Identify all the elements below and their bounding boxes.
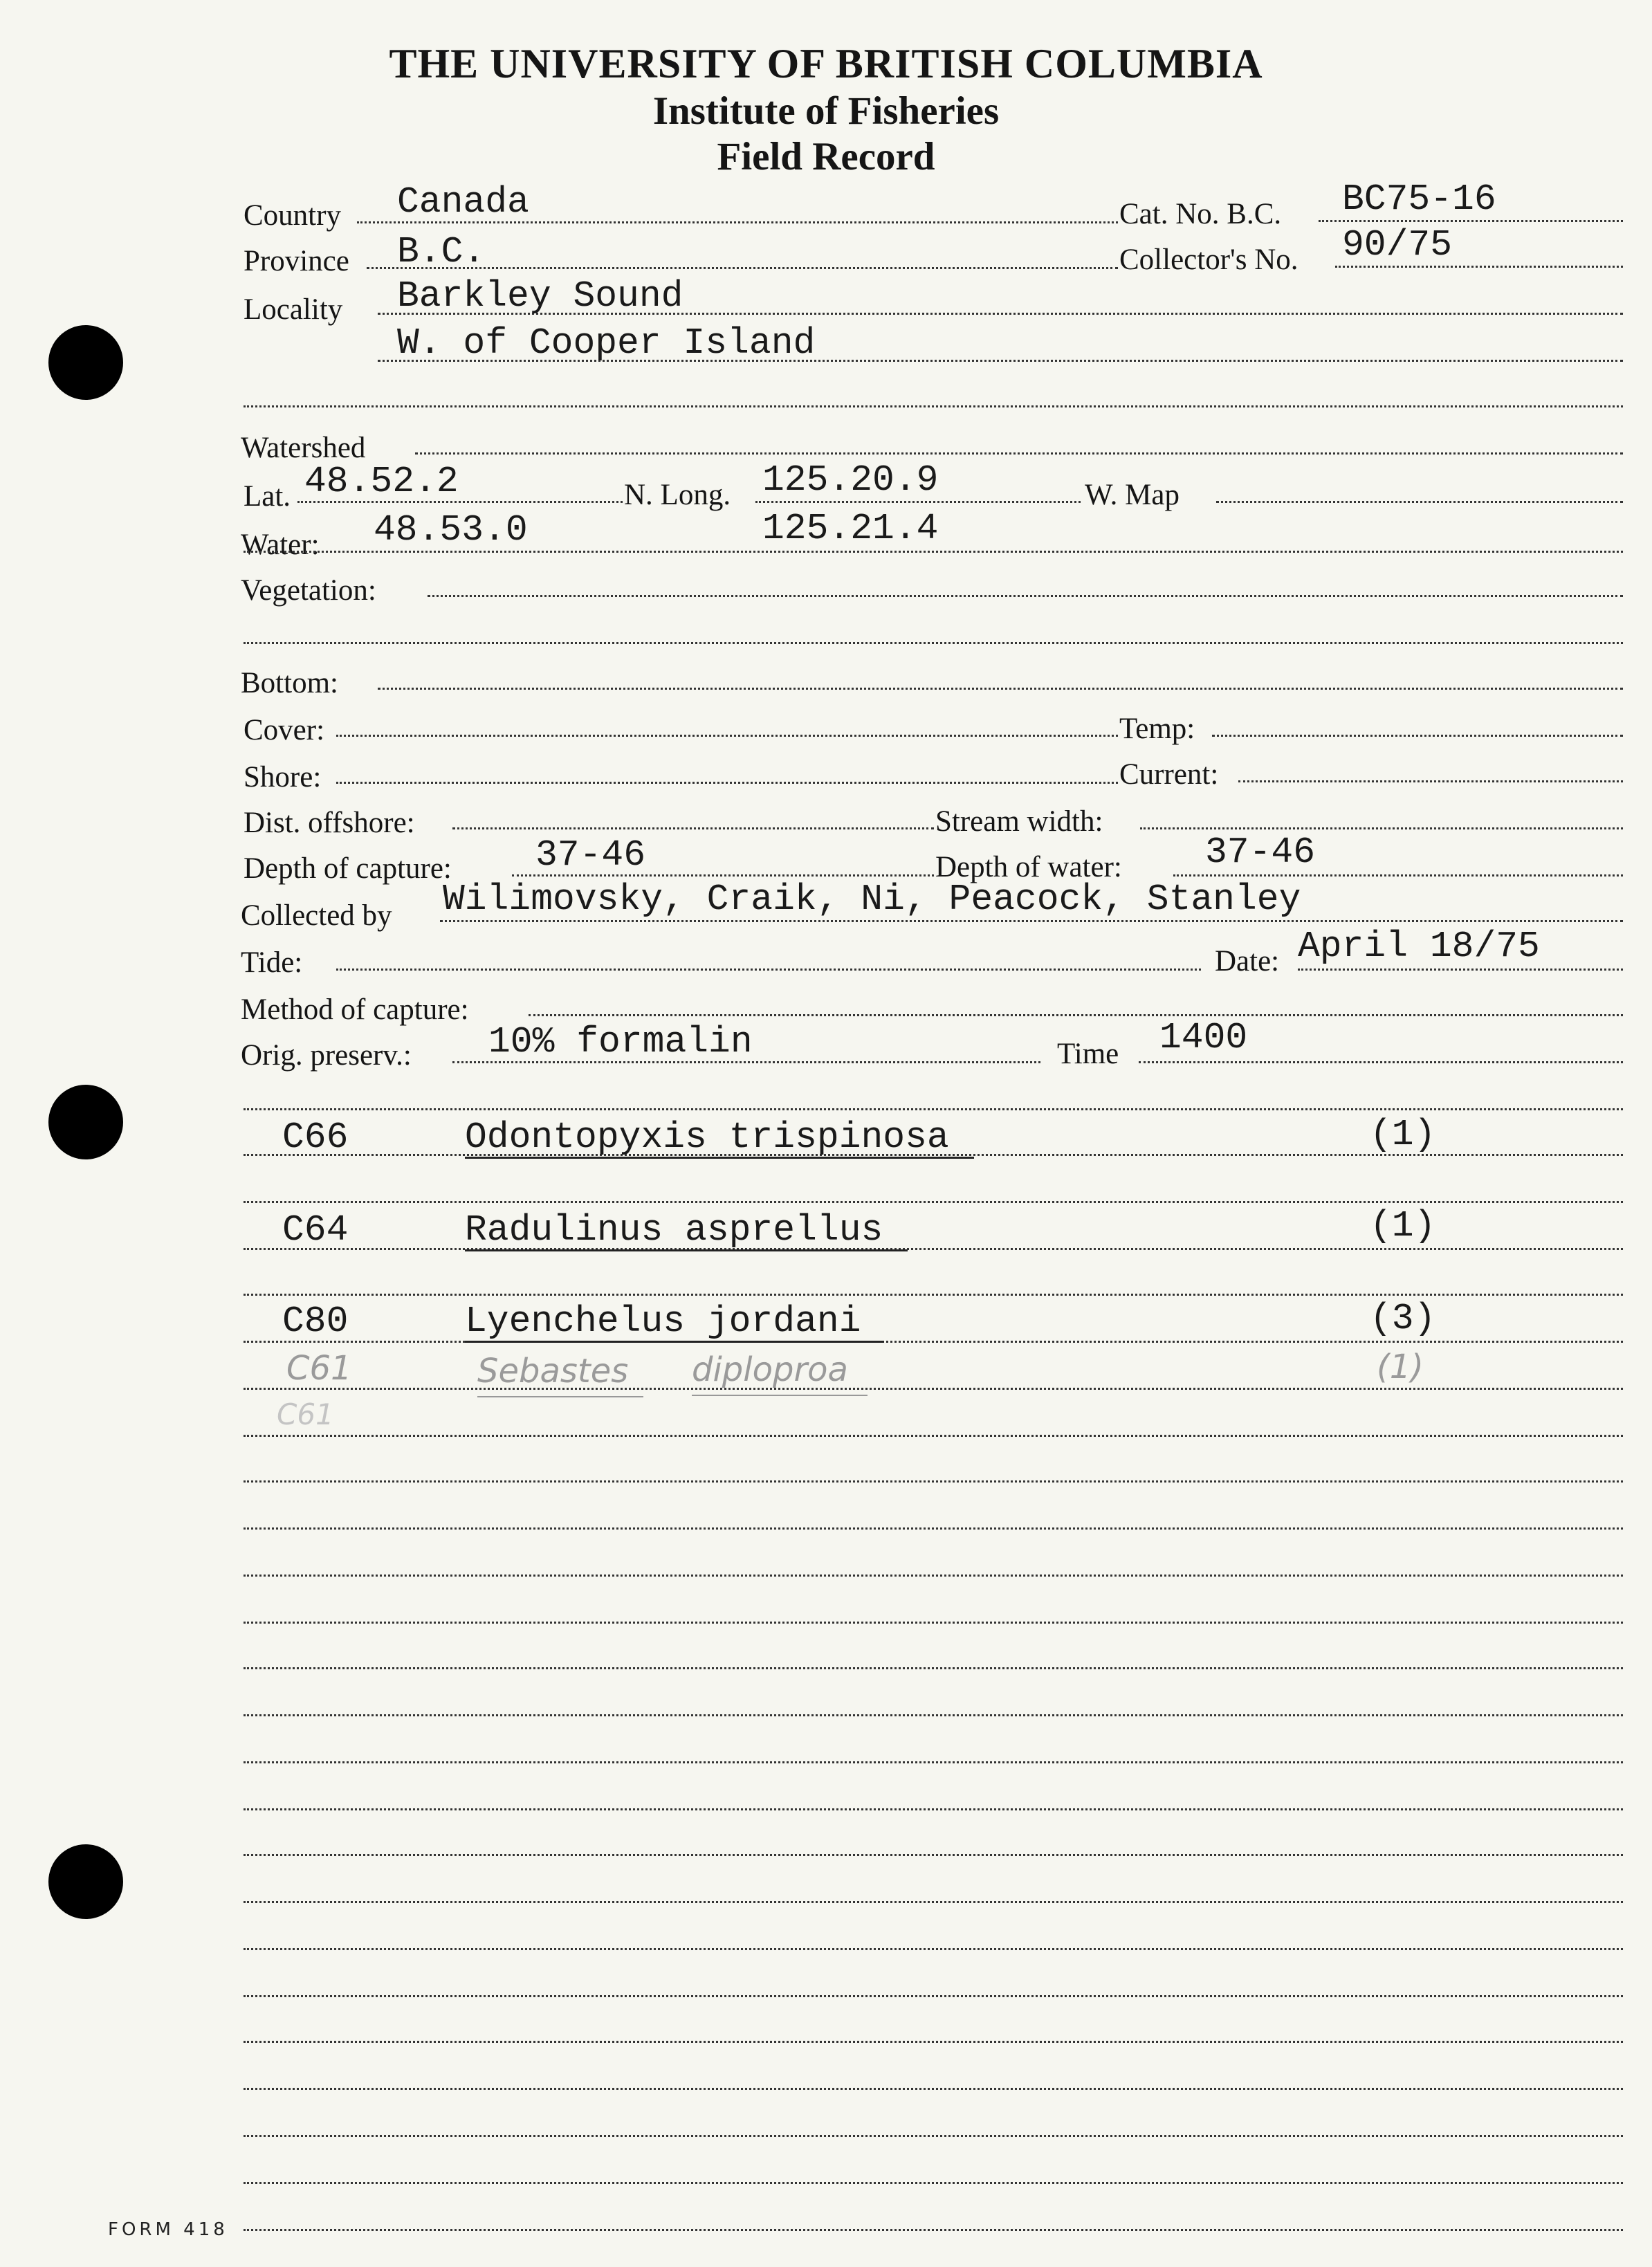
date-value: April 18/75 xyxy=(1298,926,1540,967)
tide-label: Tide: xyxy=(241,946,303,979)
water-line xyxy=(244,551,1623,553)
dist-offshore-label: Dist. offshore: xyxy=(244,807,415,839)
cat-no-line xyxy=(1319,220,1623,222)
specimen-name-underline xyxy=(465,1341,884,1343)
cat-no-label: Cat. No. B.C. xyxy=(1119,198,1282,230)
pencil-count: (1) xyxy=(1377,1348,1424,1386)
specimen-rule xyxy=(244,1948,1623,1950)
watershed-line xyxy=(415,452,1623,455)
country-value: Canada xyxy=(397,181,529,223)
specimen-name: Radulinus asprellus xyxy=(465,1209,883,1251)
form-title: Field Record xyxy=(717,135,935,178)
depth-water-value: 37-46 xyxy=(1205,832,1316,873)
specimen-name-underline xyxy=(465,1157,974,1159)
specimen-rule xyxy=(244,1248,1623,1250)
collected-by-line xyxy=(440,920,1623,922)
specimen-rule xyxy=(244,1388,1623,1390)
province-label: Province xyxy=(244,245,349,277)
institute-heading: Institute of Fisheries xyxy=(652,89,1000,133)
specimen-rule xyxy=(244,1808,1623,1810)
lat-value: 48.52.2 xyxy=(304,461,459,502)
water-lat-value: 48.53.0 xyxy=(374,509,528,551)
collectors-no-label: Collector's No. xyxy=(1119,244,1298,276)
specimen-rule xyxy=(244,1527,1623,1530)
cover-label: Cover: xyxy=(244,714,325,746)
specimen-rule xyxy=(244,2229,1623,2231)
specimen-code: C64 xyxy=(282,1209,349,1251)
method-line xyxy=(529,1014,1623,1016)
specimen-rule xyxy=(244,1901,1623,1903)
pencil-extra-mark: C61 xyxy=(277,1397,334,1431)
specimen-rule xyxy=(244,1341,1623,1343)
depth-water-label: Depth of water: xyxy=(935,851,1122,883)
lat-label: Lat. xyxy=(244,480,291,513)
cover-line xyxy=(336,735,1118,737)
w-map-label: W. Map xyxy=(1085,479,1180,511)
specimen-rule xyxy=(244,1294,1623,1296)
shore-label: Shore: xyxy=(244,761,322,793)
university-heading: THE UNIVERSITY OF BRITISH COLUMBIA xyxy=(389,41,1263,86)
orig-preserv-label: Orig. preserv.: xyxy=(241,1039,412,1072)
punch-hole-middle xyxy=(48,1085,123,1159)
specimen-rule xyxy=(244,1480,1623,1483)
form-number: FORM 418 xyxy=(108,2219,228,2240)
depth-capture-value: 37-46 xyxy=(535,834,646,876)
stream-width-line xyxy=(1140,827,1623,829)
water-long-value: 125.21.4 xyxy=(762,508,939,549)
collected-by-label: Collected by xyxy=(241,899,392,932)
country-label: Country xyxy=(244,199,341,232)
specimen-rule xyxy=(244,2182,1623,2184)
water-label: Water: xyxy=(241,529,320,561)
locality-line-3 xyxy=(244,405,1623,407)
specimen-rule xyxy=(244,1714,1623,1716)
specimen-rule xyxy=(244,1435,1623,1437)
specimen-rule xyxy=(244,1575,1623,1577)
temp-label: Temp: xyxy=(1119,713,1195,745)
current-label: Current: xyxy=(1119,758,1219,791)
current-line xyxy=(1238,780,1623,782)
locality-label: Locality xyxy=(244,293,343,326)
locality-value-1: Barkley Sound xyxy=(397,275,683,317)
pencil-species: diploproa xyxy=(692,1350,848,1389)
pencil-code: C61 xyxy=(286,1349,352,1388)
temp-line xyxy=(1212,735,1623,737)
specimen-rule xyxy=(244,2088,1623,2090)
specimen-rule xyxy=(244,1667,1623,1669)
specimen-rule xyxy=(244,1622,1623,1624)
specimen-rule xyxy=(244,1854,1623,1856)
orig-preserv-value: 10% formalin xyxy=(488,1021,753,1063)
specimen-code: C80 xyxy=(282,1301,349,1342)
collected-by-value: Wilimovsky, Craik, Ni, Peacock, Stanley xyxy=(443,879,1301,920)
specimen-rule xyxy=(244,2135,1623,2137)
specimen-rule xyxy=(244,1201,1623,1203)
date-line xyxy=(1298,969,1623,971)
time-label: Time xyxy=(1057,1038,1119,1070)
specimen-name: Lyenchelus jordani xyxy=(465,1301,861,1342)
bottom-label: Bottom: xyxy=(241,667,338,699)
province-value: B.C. xyxy=(397,231,486,273)
date-label: Date: xyxy=(1215,945,1280,978)
punch-hole-bottom xyxy=(48,1844,123,1919)
depth-capture-label: Depth of capture: xyxy=(244,852,452,885)
locality-value-2: W. of Cooper Island xyxy=(397,322,816,364)
tide-line xyxy=(336,969,1201,971)
specimen-code: C66 xyxy=(282,1117,349,1158)
vegetation-line-2 xyxy=(244,642,1623,644)
specimen-rule xyxy=(244,1108,1623,1110)
specimen-count: (1) xyxy=(1370,1205,1436,1247)
pencil-genus: Sebastes xyxy=(477,1352,629,1391)
bottom-line xyxy=(378,688,1623,690)
specimen-name: Odontopyxis trispinosa xyxy=(465,1117,949,1158)
collectors-no-line xyxy=(1335,266,1623,268)
specimen-count: (3) xyxy=(1370,1298,1436,1339)
time-value: 1400 xyxy=(1159,1017,1248,1058)
long-line xyxy=(755,501,1081,503)
cat-no-value: BC75-16 xyxy=(1342,178,1496,220)
punch-hole-top xyxy=(48,325,123,400)
long-value: 125.20.9 xyxy=(762,459,939,501)
specimen-rule xyxy=(244,2041,1623,2043)
dist-offshore-line xyxy=(452,827,934,829)
pencil-genus-underline xyxy=(477,1396,643,1397)
map-line xyxy=(1216,501,1623,503)
n-long-label: N. Long. xyxy=(624,479,731,511)
method-label: Method of capture: xyxy=(241,993,469,1026)
collectors-no-value: 90/75 xyxy=(1342,224,1453,266)
specimen-count: (1) xyxy=(1370,1114,1436,1155)
vegetation-line xyxy=(428,595,1623,597)
specimen-rule xyxy=(244,1995,1623,1997)
watershed-label: Watershed xyxy=(241,432,366,464)
time-line xyxy=(1139,1061,1623,1063)
stream-width-label: Stream width: xyxy=(935,805,1103,838)
specimen-name-underline xyxy=(465,1249,908,1251)
pencil-species-underline xyxy=(692,1395,868,1396)
vegetation-label: Vegetation: xyxy=(241,574,376,607)
specimen-rule xyxy=(244,1761,1623,1763)
shore-line xyxy=(336,782,1118,784)
depth-water-line xyxy=(1173,874,1623,876)
